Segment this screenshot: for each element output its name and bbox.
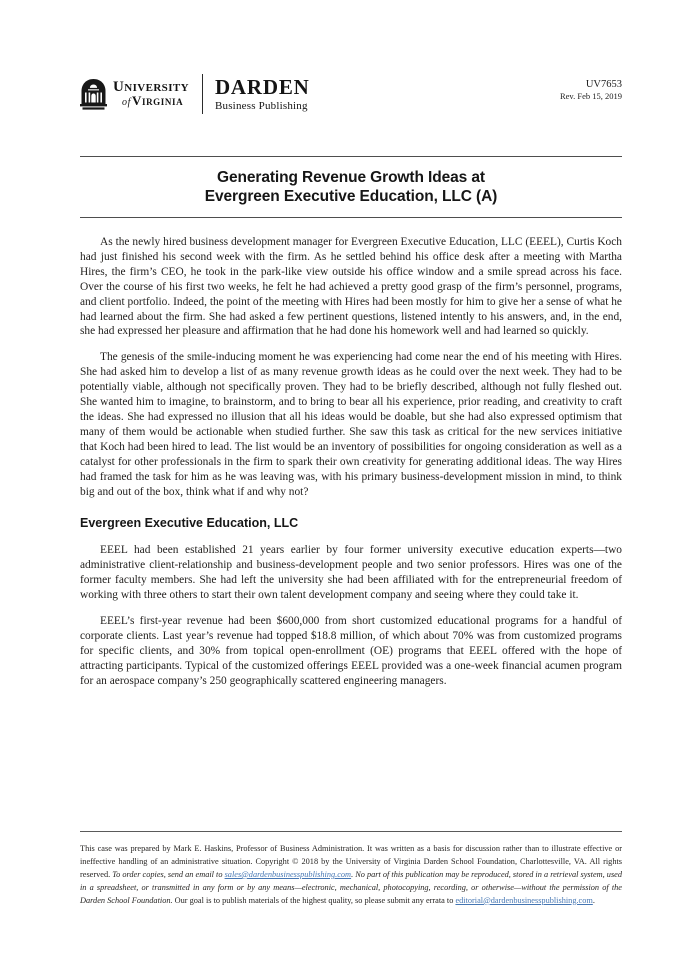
case-paragraph-4: EEEL’s first-year revenue had been $600,000 from short customized educational programs for a handful of corporate clients. Last year’s revenue had topped $18.8 million, of which about 70% was from customized programs for specific clients, and 30% from topical open-enrollment (OE) programs that EEEL offered with the hope of attracting participants. Typical of the customized offerings EEEL provided was a one-week financial acumen program for an aerospace company’s 250 geographically scattered engineering managers.: [80, 615, 622, 687]
section-heading-eeel: Evergreen Executive Education, LLC: [80, 516, 299, 531]
case-title: [80, 168, 622, 206]
title-rule: [80, 217, 622, 218]
footer-text-segment: Our goal is to publish materials of the highest quality, so please submit any errata to: [174, 895, 456, 905]
document-meta: [560, 78, 622, 102]
case-paragraph-1: As the newly hired business development manager for Evergreen Executive Education, LLC (EEEL), Curtis Koch had just finished his second week with the firm. As he settled behind his office desk after a meeting with Martha Hires, the firm’s CEO, he took in the park-like view outside his office window and a smile spread across his face. Over the course of his first two weeks, he felt he had achieved a pretty good grasp of the firm’s personnel, programs, and client portfolio. Indeed, the point of the meeting with Hires had been mostly for him to give her a sense of what he had learned about the firm. She had asked a few pertinent questions, listened intently to his answers, and, in the end, she had expressed her pleasure and affirmation that he had done his homework well and had learned so quickly.: [80, 236, 622, 338]
publisher-masthead: [80, 74, 622, 114]
doc-number: UV7653: [585, 79, 622, 90]
brand-lockup: [80, 74, 310, 114]
case-title-line1: Generating Revenue Growth Ideas at: [217, 169, 485, 186]
uva-rotunda-icon: [80, 79, 107, 110]
doc-revision-date: Rev. Feb 15, 2019: [559, 91, 622, 102]
case-paragraph-3: EEEL had been established 21 years earlier by four former university executive education experts—two administrative client-relationship and business-development people and two senior professors. Hires was one of the former faculty members. She had left the university she had been affiliated with for the entrepreneurial freedom of working with three others to start their own talent development company and seeing where they could take it.: [80, 544, 622, 602]
university-of-virginia-wordmark: [113, 80, 189, 108]
of-text: of: [122, 97, 131, 108]
case-body: [80, 235, 622, 689]
footer-text-segment: To order copies, send an email to: [112, 869, 225, 879]
footer-email-link[interactable]: sales@dardenbusinesspublishing.com: [224, 869, 352, 879]
footer-email-link[interactable]: editorial@dardenbusinesspublishing.com: [455, 895, 593, 905]
footer-text-segment: .: [592, 895, 595, 905]
darden-name: DARDEN: [214, 74, 310, 99]
darden-publishing-logo: [214, 74, 310, 112]
case-title-line2: Evergreen Executive Education, LLC (A): [204, 188, 498, 205]
footer-rule: [80, 831, 622, 832]
header-rule: [80, 156, 622, 157]
darden-subtitle: Business Publishing: [214, 99, 308, 112]
copyright-note: [80, 843, 622, 908]
copyright-footer: [80, 831, 622, 908]
footer-text-segment: This case was prepared by Mark E. Haskins, Professor of Business Administration. It was written as a basis for discussion rather than to illustrate effective or ineffective handling of an administrative situation. Copyright © 2018 by the University of Virginia Darden School Foundation, Charlottesville, VA. All rights reserved.: [80, 844, 622, 879]
document-page: [0, 74, 700, 980]
virginia-text: Virginia: [131, 93, 184, 108]
logo-divider: [202, 74, 203, 114]
footer-text-segment: . No part of this publication may be reproduced, stored in a retrieval system, used in a spreadsheet, or transmitted in any form or by any means—electronic, mechanical, photocopying, recording, or otherwise—without the permission of the Darden School Foundation.: [80, 869, 623, 905]
case-paragraph-2: The genesis of the smile-inducing moment he was experiencing had come near the end of his meeting with Hires. She had asked him to develop a list of as many revenue growth ideas as he could over the next week. They had to be potentially viable, although not specifically proven. They had to be briefly described, although not fully fleshed out. She wanted him to imagine, to brainstorm, and to bring to bear all his experience, prior reading, and creativity to craft the ideas. She had expressed no illusion that all his ideas would be doable, but she had also expressed optimism that many of them would be actionable when studied further. She saw this task as critical for the new services initiative that Koch had been hired to lead. The list would be an inventory of possibilities for ongoing consideration as well as a catalyst for other professionals in the firm to spark their own creativity for generating additional ideas. The way Hires had framed the task for him as he was leaving was, with his primary business-development mission in mind, to think big and out of the box, think what if and why not?: [80, 351, 622, 498]
university-text: University: [113, 79, 189, 95]
